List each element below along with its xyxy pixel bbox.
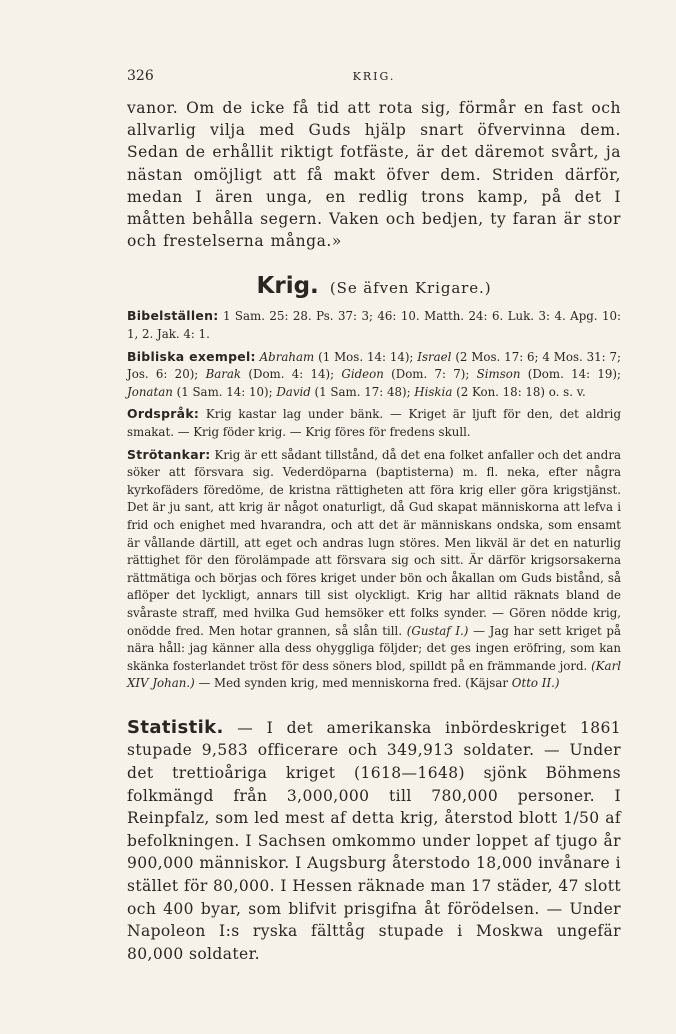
strotankar-section <box>127 446 621 693</box>
strotankar-text: Krig är ett sådant tillstånd, då det ena folket anfaller och det andra söker att försvara sig. Vederdöparna (baptisterna) m. fl. neka, efter några kyrkofäders föredöme, de kristna rättigheten att föra krig eller göra krigstjänst. Det är ju sant, att krig är något onaturligt, då Gud skapat människorna att lefva i frid och enighet med hvarandra, och att det är människans ondska, som ensamt är vållande därtill, att eget och andras lugn störes. Men likväl är det en naturlig rättighet för den förolämpade att försvara sig och sitt. Är därför krigsorsakerna rättmätiga och börjas och föres kriget under bön och åkallan om Guds bistånd, så aflöper det lyckligt, annars till sist olyckligt. Krig har alltid räknats bland de svåraste straff, med hvilka Gud hemsöker ett folks synder. — Gören nödde krig, onödde fred. Men hotar grannen, så slån till. <box>127 447 621 638</box>
bibelstallen-text: 1 Sam. 25: 28. Ps. 37: 3; 46: 10. Matth. 24: 6. Luk. 3: 4. Apg. 10: 1, 2. Jak. 4: 1. <box>127 309 622 342</box>
example-ref: (1 Mos. 14: 14); <box>314 349 418 364</box>
statistik-text-b: af befolkningen. I Sachsen omkommo under loppet af tjugo år 900,000 människor. I Augsburg återstodo 18,000 invånare i stället för 80,000. I Hessen räknade man 17 städer, 47 slott och 400 byar, som blifvit prisgifna åt förödelsen. — Under Napoleon I:s ryska fälttåg stupade i Moskwa ungefär 80,000 soldater. <box>127 809 621 963</box>
quote-author: (Karl XIV Johan.) <box>127 658 621 691</box>
bibelstallen-label: Bibelställen: <box>127 308 219 324</box>
example-ref: (1 Sam. 14: 10); <box>172 384 277 399</box>
example-ref: (2 Mos. 17: 6; 4 Mos. 31: 7; Jos. 6: 20); <box>127 349 622 382</box>
ordsprak-label: Ordspråk: <box>127 406 200 422</box>
exempel-section <box>127 348 621 402</box>
fraction: 1/50 <box>563 809 600 828</box>
page-number: 326 <box>127 68 154 84</box>
see-also-reference: (Se äfven Krigare.) <box>329 279 492 298</box>
running-head: KRIG. <box>352 70 396 83</box>
example-ref: (Dom. 14: 19); <box>520 367 621 382</box>
example-name: Simson <box>476 367 521 382</box>
statistik-label: Statistik. <box>127 716 224 738</box>
quote-author: Otto II.) <box>511 676 560 691</box>
entry-word: Krig. <box>256 273 319 300</box>
quote-author: (Gustaf I.) <box>406 623 469 638</box>
strotankar-label: Strötankar: <box>127 446 211 462</box>
strotankar-text-3: — Med synden krig, med menniskorna fred. (Käjsar <box>194 676 512 691</box>
example-ref: (Dom. 7: 7); <box>383 367 477 382</box>
example-ref: (2 Kon. 18: 18) o. s. v. <box>452 384 586 399</box>
bibelstallen-section <box>127 307 621 343</box>
ordsprak-text: Krig kastar lag under bänk. — Kriget är ljuft för den, det aldrig smakat. — Krig föder krig. — Krig föres för fredens skull. <box>127 407 621 439</box>
example-name: Abraham <box>259 349 315 364</box>
example-name: Israel <box>417 349 452 364</box>
page-body <box>127 97 621 965</box>
exempel-label: Bibliska exempel: <box>127 348 256 364</box>
example-name: Barak <box>205 367 242 382</box>
example-name: Gideon <box>341 367 384 382</box>
example-name: Jonatan <box>127 384 173 399</box>
example-name: Hiskia <box>414 384 453 399</box>
lead-paragraph: vanor. Om de icke få tid att rota sig, förmår en fast och allvarlig vilja med Guds hjälp snart öfvervinna dem. Sedan de erhållit riktigt fotfäste, är det däremot svårt, ja nästan omöjligt att få makt öfver dem. Striden därför, medan I ären unga, en redlig trons kamp, på det I måtten behålla segern. Vaken och bedjen, ty faran är stor och frestelserna många.» <box>127 99 621 251</box>
example-ref: (Dom. 4: 14); <box>241 367 342 382</box>
example-name: David <box>276 384 311 399</box>
strotankar-text-2: — Jag har sett kriget på nära håll: jag känner alla dess ohyggliga följder; det ges ingen eröfring, som kan skänka fosterlandet tröst för dess söners blod, spilldt på en främmande jord. <box>127 623 621 673</box>
statistik-section <box>127 717 621 966</box>
example-ref: (1 Sam. 17: 48); <box>310 384 415 399</box>
entry-heading <box>127 273 621 299</box>
statistik-text-a: — I det amerikanska inbördeskriget 1861 stupade 9,583 officerare och 349,913 soldater. — Under det trettioåriga kriget (1618—1648) sjönk Böhmens folkmängd från 3,000,000 till 780,000 personer. I Reinpfalz, som led mest af detta krig, återstod blott <box>127 718 621 828</box>
ordsprak-section <box>127 405 621 441</box>
